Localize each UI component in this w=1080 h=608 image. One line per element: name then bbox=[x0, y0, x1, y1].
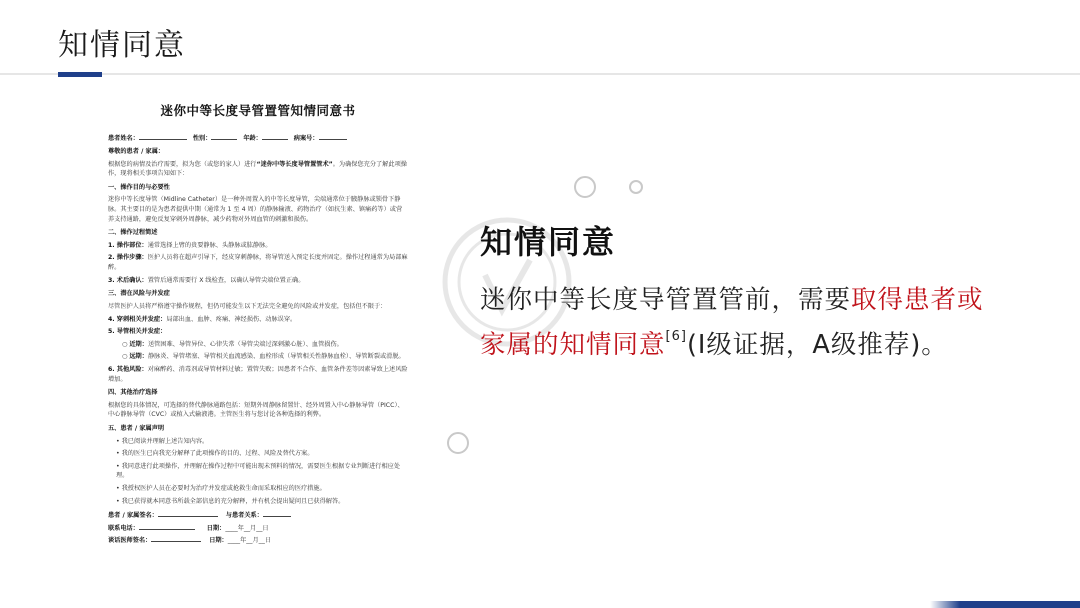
declaration-item: • 我同意进行此项操作，并理解在操作过程中可能出现未预料的情况，需要医生根据专业判断进行相应处理。 bbox=[108, 462, 408, 481]
age-label: 年龄： bbox=[243, 135, 262, 143]
title-accent-bar bbox=[58, 72, 102, 77]
declaration-item: • 我授权医护人员在必要时为治疗并发症或抢救生命而采取相应的医疗措施。 bbox=[108, 484, 408, 494]
section-1-text: 迷你中等长度导管（Midline Catheter）是一种外周置入的中等长度导管，尖端通常位于腋静脉或锁骨下静脉。其主要目的是为患者提供中期（通常为 1 至 4 周）的静脉输液、药物治疗（如抗生素、镇痛药等）或营养支持通路，避免反复穿刺外周静脉，减少药物对外周血管的刺激和损伤。 bbox=[108, 196, 403, 223]
slide-title: 知情同意 bbox=[58, 28, 186, 63]
bottom-accent-bar bbox=[960, 601, 1080, 608]
section-1-heading: 一、操作目的与必要性 bbox=[108, 183, 170, 191]
signature-line-patient: 患者 / 家属签名： 与患者关系： bbox=[108, 511, 408, 521]
section-5-heading: 五、患者 / 家属声明 bbox=[108, 425, 165, 432]
citation: [6] bbox=[665, 329, 687, 345]
list-item: 4. 穿刺相关并发症：局部出血、血肿、疼痛、神经损伤、动脉误穿。 bbox=[108, 315, 297, 323]
signature-line-doctor: 谈话医师签名： 日期：____年__月__日 bbox=[108, 537, 272, 545]
document-title: 迷你中等长度导管置管知情同意书 bbox=[160, 103, 356, 118]
sub-list-item: ○ 远期：静脉炎、导管堵塞、导管相关血流感染、血栓形成（导管相关性静脉血栓）、导管断裂或滑脱。 bbox=[108, 352, 408, 362]
list-item: 3. 术后确认：置管后通常需要行 X 线检查，以确认导管尖端位置正确。 bbox=[108, 276, 305, 284]
intro-paragraph: 根据您的病情及治疗需要，拟为您（或您的家人）进行“迷你中等长度导管置管术”。为确保您充分了解此项操作，现将相关事项告知如下： bbox=[108, 160, 407, 178]
greeting: 尊敬的患者 / 家属： bbox=[108, 147, 165, 155]
list-item: 1. 操作部位：通常选择上臂的贵要静脉、头静脉或肱静脉。 bbox=[108, 241, 272, 249]
declaration-item: • 我的医生已向我充分解释了此项操作的目的、过程、风险及替代方案。 bbox=[108, 449, 408, 459]
list-item: 6. 其他风险：对麻醉药、消毒剂或导管材料过敏；置管失败；因患者不合作、血管条件差等因素导致上述风险增加。 bbox=[108, 365, 408, 383]
section-3-heading: 三、潜在风险与并发症 bbox=[108, 290, 170, 298]
record-label: 病案号： bbox=[293, 135, 319, 143]
list-item: 2. 操作步骤：医护人员将在超声引导下，经皮穿刺静脉，将导管送入预定长度并固定。操作过程通常为局部麻醉。 bbox=[108, 254, 408, 272]
title-divider bbox=[0, 73, 1080, 75]
section-3-intro: 尽管医护人员将严格遵守操作规程，但仍可能发生以下无法完全避免的风险或并发症，包括但不限于： bbox=[108, 302, 387, 310]
signature-line-phone: 联系电话： 日期：____年__月__日 bbox=[108, 524, 269, 532]
highlight-text: 取得患者或家属的知情同意 bbox=[480, 285, 984, 361]
gender-label: 性别： bbox=[192, 135, 212, 143]
sub-list-item: ○ 近期：送管困难、导管异位、心律失常（导管尖端过深刺激心脏）、血管损伤。 bbox=[108, 340, 408, 350]
section-2-heading: 二、操作过程简述 bbox=[108, 229, 158, 237]
section-4-text: 根据您的具体情况，可选择的替代静脉通路包括：短期外周静脉留置针、经外周置入中心静脉导管（PICC）、中心静脉导管（CVC）或植入式输液港。主管医生将与您讨论各种选择的利弊。 bbox=[108, 401, 404, 419]
section-4-heading: 四、其他治疗选择 bbox=[108, 389, 158, 397]
declaration-item: • 我已获得就本同意书所载全部信息的充分解释，并有机会提出疑问且已获得解答。 bbox=[108, 497, 408, 507]
content-heading: 知情同意 bbox=[480, 223, 617, 261]
consent-document bbox=[108, 95, 408, 595]
content-body: 迷你中等长度导管置管前，需要取得患者或家属的知情同意[6](I级证据，A级推荐)。 bbox=[480, 285, 984, 361]
decor-circle bbox=[447, 432, 469, 454]
decor-circle bbox=[629, 180, 643, 194]
name-label: 患者姓名： bbox=[108, 135, 139, 143]
decor-circle bbox=[574, 176, 596, 198]
list-item: 5. 导管相关并发症： bbox=[108, 328, 167, 336]
patient-info-fields bbox=[108, 134, 408, 144]
declaration-item: • 我已阅读并理解上述告知内容。 bbox=[108, 437, 408, 447]
